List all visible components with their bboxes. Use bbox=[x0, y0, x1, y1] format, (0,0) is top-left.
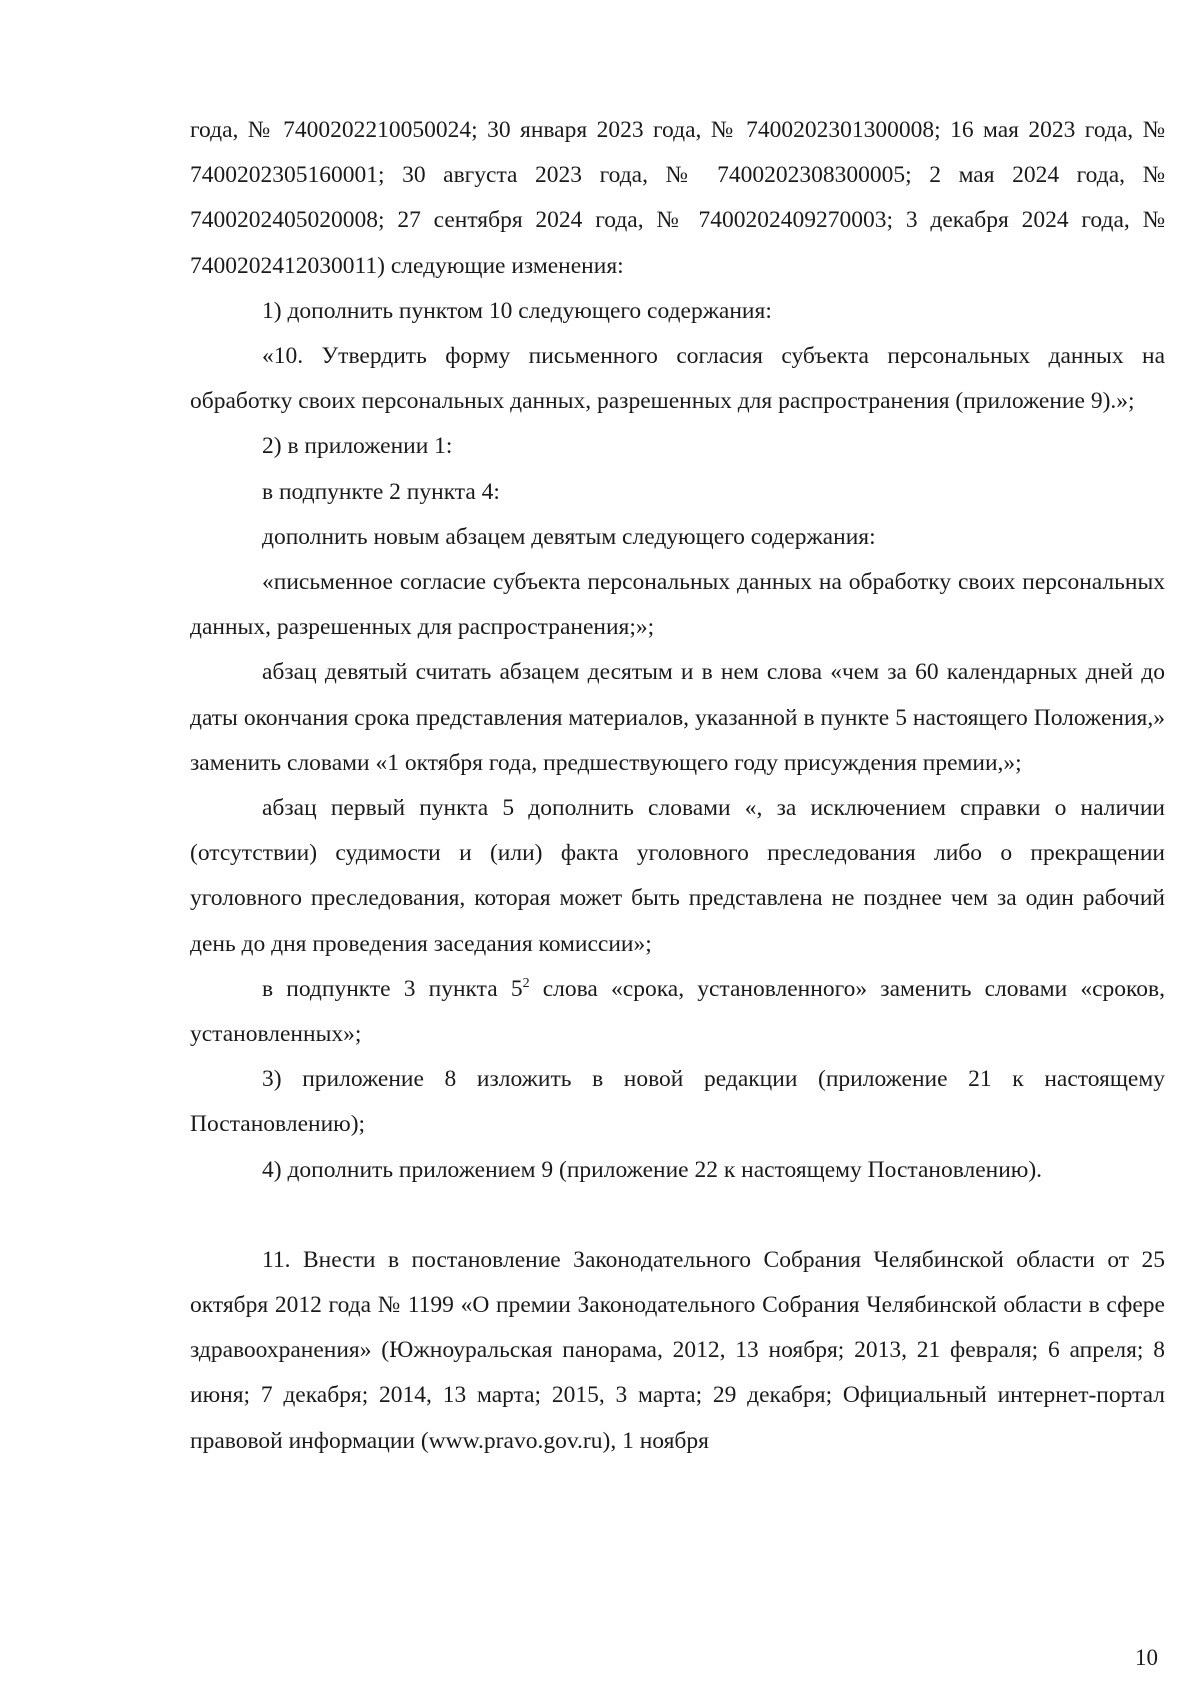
page-number: 10 bbox=[1135, 1645, 1158, 1670]
paragraph-subpoint-2: в подпункте 2 пункта 4: bbox=[262, 478, 500, 505]
paragraph-abzac-first: абзац первый пункта 5 дополнить словами «, за исключением справки о наличии (отсутствии) судимости и (или) факта уголовного преследования либо о прекращении уголовного преследования, которая может быть представлена не позднее чем за один рабочий день до дня проведения заседания комиссии»; bbox=[190, 795, 1165, 957]
paragraph-item-1: 1) дополнить пунктом 10 следующего содержания: bbox=[262, 297, 772, 324]
paragraph-abzac-ninth: абзац девятый считать абзацем десятым и в нем слова «чем за 60 календарных дней до даты окончания срока представления материалов, указанной в пункте 5 настоящего Положения,» заменить словами «1 октября года, предшествующего году присуждения премии,»; bbox=[190, 659, 1165, 776]
paragraph-subpoint-3 bbox=[190, 967, 1165, 1057]
paragraph-section-11: 11. Внести в постановление Законодательного Собрания Челябинской области от 25 октября 2012 года № 1199 «О премии Законодательного Собрания Челябинской области в сфере здравоохранения» (Южноуральская панорама, 2012, 13 ноября; 2013, 21 февраля; 6 апреля; 8 июня; 7 декабря; 2014, 13 марта; 2015, 3 марта; 29 декабря; Официальный интернет-портал правовой информации (www.pravo.gov.ru), 1 ноября bbox=[190, 1246, 1165, 1454]
superscript: 2 bbox=[522, 975, 530, 991]
paragraph-item-3: 3) приложение 8 изложить в новой редакции (приложение 21 к настоящему Постановлению); bbox=[190, 1066, 1165, 1138]
paragraph-item-4: 4) дополнить приложением 9 (приложение 22 к настоящему Постановлению). bbox=[262, 1156, 1043, 1183]
paragraph-add-abzac: дополнить новым абзацем девятым следующего содержания: bbox=[262, 523, 876, 550]
paragraph-continuation: года, № 7400202210050024; 30 января 2023 года, № 7400202301300008; 16 мая 2023 года, № 7400202305160001; 30 августа 2023 года, № 7400202308300005; 2 мая 2024 года, № 7400202405020008; 27 сентября 2024 года, № 7400202409270003; 3 декабря 2024 года, № 7400202412030011) следующие изменения: bbox=[190, 117, 1165, 279]
paragraph-item-10-quote: «10. Утвердить форму письменного согласия субъекта персональных данных на обработку своих персональных данных, разрешенных для распространения (приложение 9).»; bbox=[190, 343, 1165, 415]
paragraph-subpoint-3-before: в подпункте 3 пункта 5 bbox=[262, 975, 523, 1002]
paragraph-subpoint-3-after: слова «срока, установленного» заменить словами «сроков, установленных»; bbox=[190, 975, 1165, 1048]
paragraph-item-2: 2) в приложении 1: bbox=[262, 433, 453, 460]
document-body bbox=[190, 108, 1165, 1464]
paragraph-consent-quote: «письменное согласие субъекта персональных данных на обработку своих персональных данных, разрешенных для распространения;»; bbox=[190, 569, 1165, 641]
